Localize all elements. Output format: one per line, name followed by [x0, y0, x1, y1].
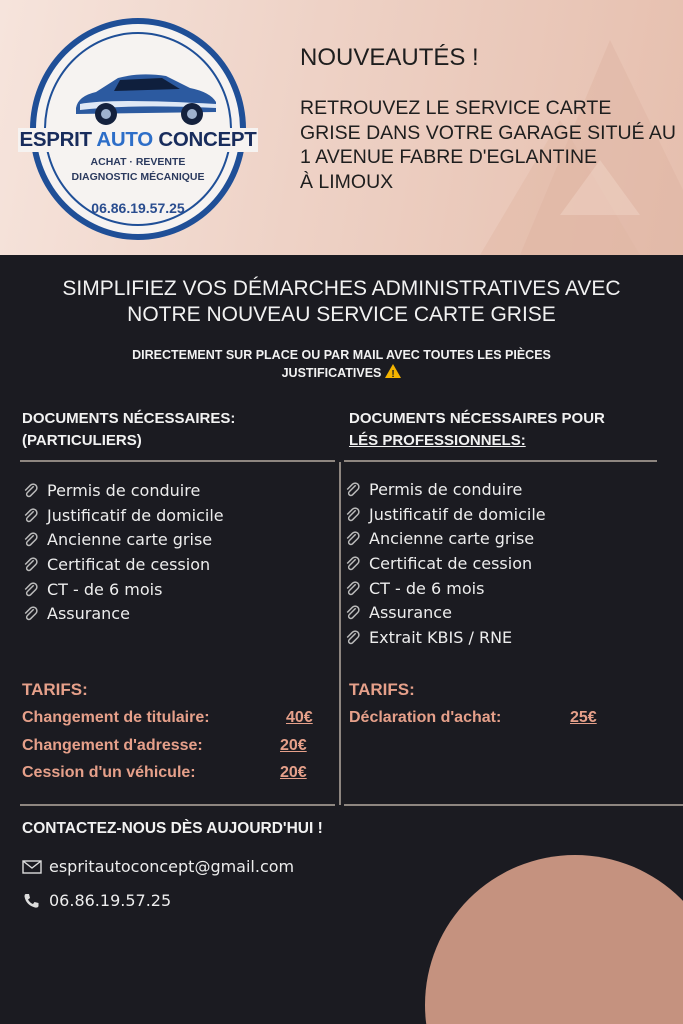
list-item: Ancienne carte grise	[344, 526, 546, 551]
particuliers-heading: DOCUMENTS NÉCESSAIRES: (PARTICULIERS)	[22, 410, 236, 449]
list-item: Justificatif de domicile	[344, 502, 546, 527]
professionnels-heading: DOCUMENTS NÉCESSAIRES POUR LÉS PROFESSIONNELS:	[349, 410, 605, 449]
news-text	[300, 96, 680, 194]
paperclip-icon	[22, 581, 39, 598]
envelope-icon	[22, 859, 42, 875]
car-logo-icon	[70, 64, 220, 128]
list-item: Assurance	[344, 600, 546, 625]
professionnels-tarifs-title: TARIFS:	[349, 680, 415, 699]
list-item: Assurance	[22, 601, 224, 626]
divider	[20, 460, 335, 462]
list-item: Certificat de cession	[22, 552, 224, 577]
list-item: Justificatif de domicile	[22, 503, 224, 528]
decorative-circle	[425, 855, 683, 1024]
contact-email[interactable]: espritautoconcept@gmail.com	[22, 857, 294, 876]
tarif-label: Changement de titulaire:	[22, 709, 210, 726]
column-divider	[339, 462, 341, 805]
paperclip-icon	[344, 604, 361, 621]
news-line: GRISE DANS VOTRE GARAGE SITUÉ AU	[300, 121, 676, 144]
paperclip-icon	[344, 555, 361, 572]
tarif-label: Déclaration d'achat:	[349, 709, 502, 726]
news-line: RETROUVEZ LE SERVICE CARTE	[300, 97, 612, 119]
particuliers-document-list	[22, 478, 224, 626]
divider	[344, 460, 657, 462]
list-item: Permis de conduire	[344, 477, 546, 502]
header-banner	[0, 0, 683, 255]
paperclip-icon	[344, 481, 361, 498]
intro-heading: SIMPLIFIEZ VOS DÉMARCHES ADMINISTRATIVES AVEC NOTRE NOUVEAU SERVICE CARTE GRISE	[62, 277, 621, 326]
contact-phone[interactable]: 06.86.19.57.25	[22, 891, 171, 910]
paperclip-icon	[22, 605, 39, 622]
logo-services-line-2: DIAGNOSTIC MÉCANIQUE	[71, 171, 205, 183]
paperclip-icon	[344, 629, 361, 646]
company-logo	[19, 18, 257, 240]
notice-text: DIRECTEMENT SUR PLACE OU PAR MAIL AVEC TOUTES LES PIÈCES JUSTIFICATIVES!	[60, 346, 623, 382]
paperclip-icon	[22, 531, 39, 548]
tarif-label: Cession d'un véhicule:	[22, 764, 196, 781]
paperclip-icon	[22, 482, 39, 499]
tarif-price: 25€	[570, 709, 597, 726]
tarif-price: 40€	[286, 709, 313, 726]
paperclip-icon	[344, 580, 361, 597]
professionnels-document-list	[344, 477, 546, 650]
logo-services-line-1: ACHAT · REVENTE	[90, 156, 186, 168]
list-item: Ancienne carte grise	[22, 527, 224, 552]
warning-icon	[385, 364, 401, 378]
tarif-label: Changement d'adresse:	[22, 737, 203, 754]
list-item: Extrait KBIS / RNE	[344, 625, 546, 650]
paperclip-icon	[22, 556, 39, 573]
phone-icon	[22, 893, 42, 909]
logo-phone: 06.86.19.57.25	[91, 200, 185, 216]
news-line: 1 AVENUE FABRE D'EGLANTINE	[300, 146, 598, 168]
divider	[20, 804, 335, 806]
logo-brand-name: ESPRIT AUTO CONCEPT	[19, 128, 257, 151]
list-item: Certificat de cession	[344, 551, 546, 576]
tarif-price: 20€	[280, 737, 307, 754]
list-item: Permis de conduire	[22, 478, 224, 503]
divider	[344, 804, 683, 806]
tarif-price: 20€	[280, 764, 307, 781]
news-line: À LIMOUX	[300, 170, 394, 193]
paperclip-icon	[344, 530, 361, 547]
news-title: NOUVEAUTÉS !	[300, 44, 479, 71]
paperclip-icon	[22, 507, 39, 524]
particuliers-tarifs-title: TARIFS:	[22, 680, 88, 699]
contact-title: CONTACTEZ-NOUS DÈS AUJOURD'HUI !	[22, 820, 323, 837]
paperclip-icon	[344, 506, 361, 523]
list-item: CT - de 6 mois	[344, 576, 546, 601]
list-item: CT - de 6 mois	[22, 577, 224, 602]
